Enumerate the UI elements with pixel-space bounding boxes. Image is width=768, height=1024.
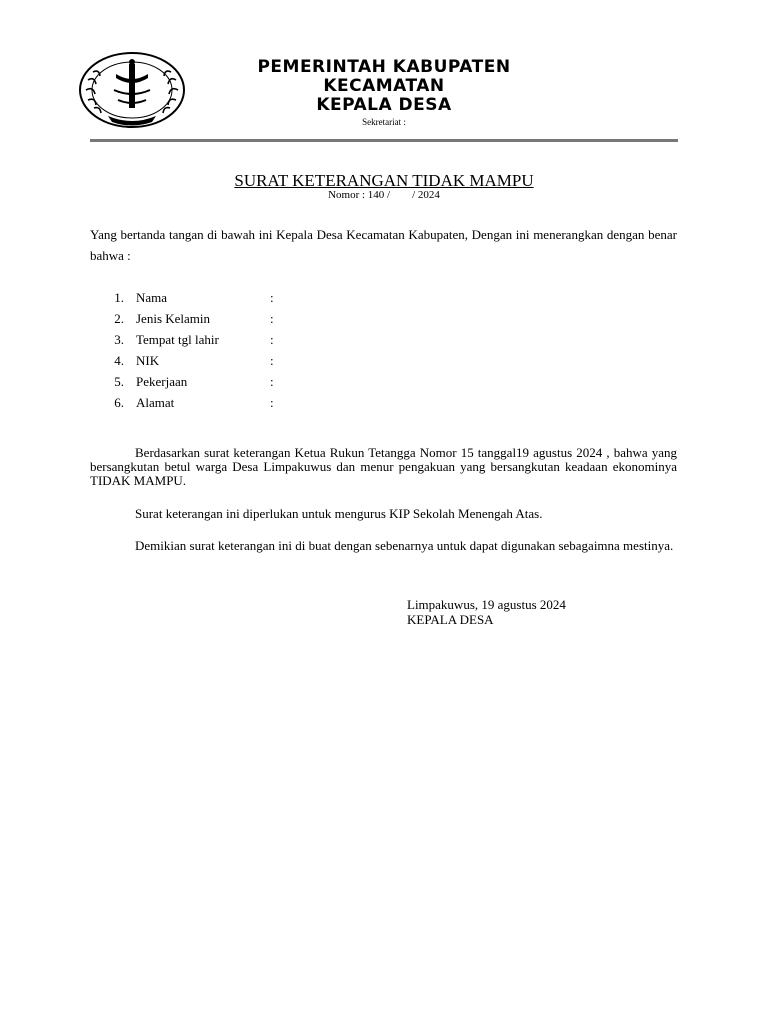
field-colon: :	[270, 353, 274, 368]
signature-position: KEPALA DESA	[407, 612, 494, 627]
field-label: Pekerjaan	[136, 374, 188, 389]
intro-paragraph: Yang bertanda tangan di bawah ini Kepala Desa Kecamatan Kabupaten, Dengan ini menerangkan dengan benar bahwa :	[90, 227, 677, 263]
field-number: 3.	[114, 332, 124, 347]
letterhead-divider	[90, 139, 678, 142]
field-label: NIK	[136, 353, 160, 368]
letterhead-sekretariat: Sekretariat :	[362, 117, 406, 127]
field-colon: :	[270, 290, 274, 305]
field-label: Jenis Kelamin	[136, 311, 211, 326]
signature-block	[407, 597, 566, 627]
field-number: 2.	[114, 311, 124, 326]
signature-place-date: Limpakuwus, 19 agustus 2024	[407, 597, 566, 612]
field-label: Alamat	[136, 395, 175, 410]
field-number: 4.	[114, 353, 124, 368]
field-colon: :	[270, 395, 274, 410]
field-label: Tempat tgl lahir	[136, 332, 219, 347]
letterhead-line-2: KECAMATAN	[323, 76, 445, 96]
field-number: 1.	[114, 290, 124, 305]
field-number: 6.	[114, 395, 124, 410]
document-number: Nomor : 140 / / 2024	[328, 189, 440, 201]
letterhead-line-1: PEMERINTAH KABUPATEN	[257, 57, 511, 77]
field-colon: :	[270, 311, 274, 326]
basis-paragraph: Berdasarkan surat keterangan Ketua Rukun Tetangga Nomor 15 tanggal19 agustus 2024 , bahwa yang bersangkutan betul warga Desa Limpakuwus dan menur pengakuan yang bersangkutan keadaan ekonominya TIDAK MAMPU.	[90, 445, 677, 488]
field-colon: :	[270, 332, 274, 347]
regency-emblem-icon	[78, 50, 186, 130]
field-colon: :	[270, 374, 274, 389]
field-number: 5.	[114, 374, 124, 389]
field-label: Nama	[136, 290, 168, 305]
letterhead	[190, 58, 578, 128]
purpose-paragraph: Surat keterangan ini diperlukan untuk mengurus KIP Sekolah Menengah Atas.	[135, 506, 543, 521]
letterhead-line-3: KEPALA DESA	[316, 95, 452, 115]
closing-paragraph: Demikian surat keterangan ini di buat dengan sebenarnya untuk dapat digunakan sebagaimna mestinya.	[135, 538, 674, 553]
document-title: SURAT KETERANGAN TIDAK MAMPU	[234, 171, 534, 190]
